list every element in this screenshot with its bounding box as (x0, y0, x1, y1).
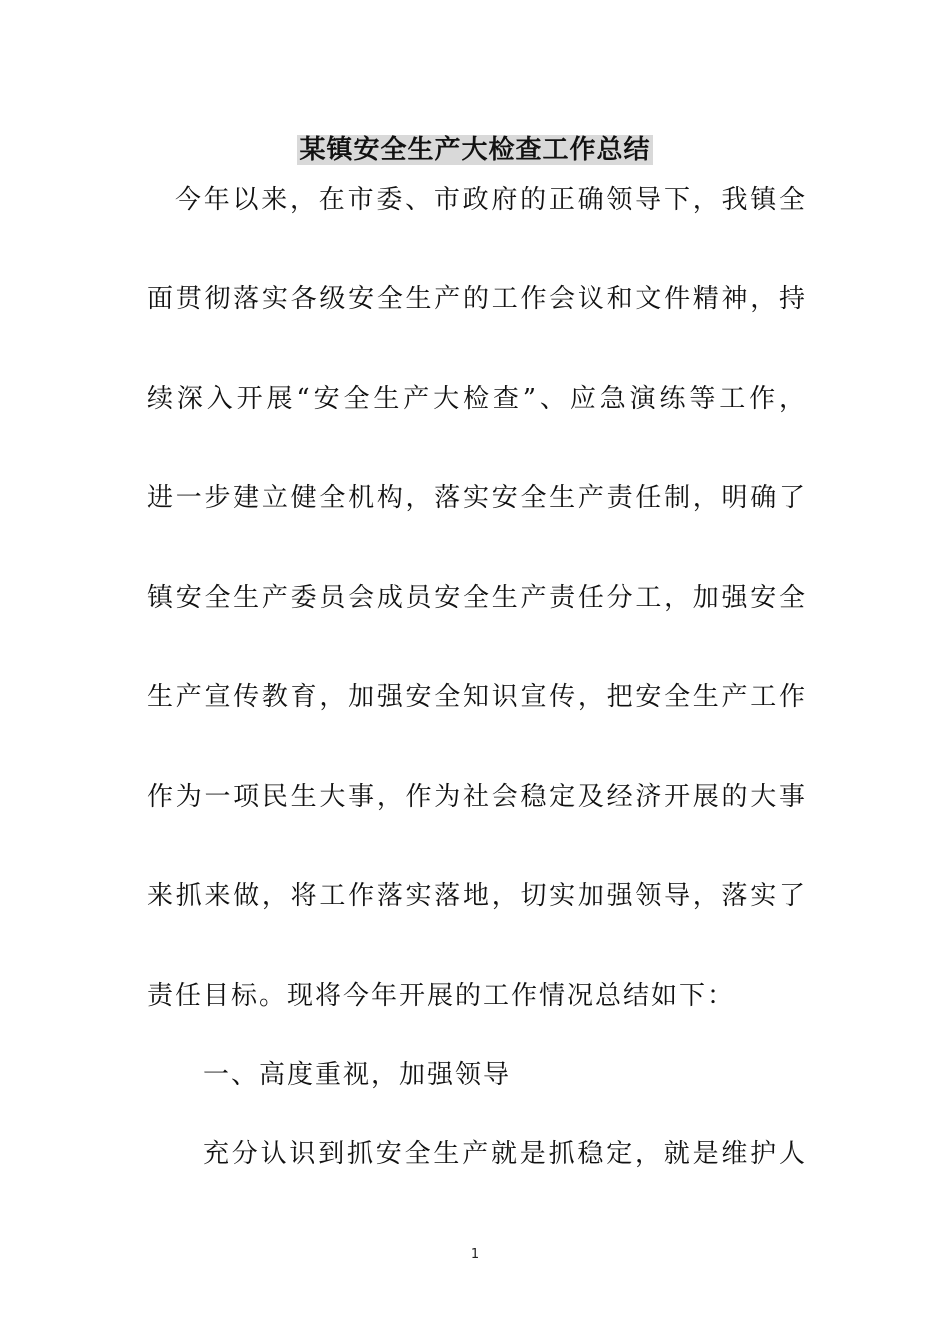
paragraph-line: 来抓来做，将工作落实落地，切实加强领导，落实了 (147, 881, 807, 911)
paragraph-line: 作为一项民生大事，作为社会稳定及经济开展的大事 (147, 782, 807, 812)
paragraph-line: 充分认识到抓安全生产就是抓稳定，就是维护人 (203, 1139, 807, 1169)
paragraph-line: 面贯彻落实各级安全生产的工作会议和文件精神，持 (147, 284, 807, 314)
section-heading: 一、高度重视，加强领导 (203, 1060, 512, 1090)
paragraph-line: 今年以来，在市委、市政府的正确领导下，我镇全 (175, 185, 807, 215)
paragraph-line: 进一步建立健全机构，落实安全生产责任制，明确了 (147, 483, 807, 513)
document-title-text: 某镇安全生产大检查工作总结 (299, 135, 651, 165)
page-number: 1 (470, 1247, 480, 1262)
paragraph-line: 责任目标。现将今年开展的工作情况总结如下： (147, 981, 736, 1011)
paragraph-line: 生产宣传教育，加强安全知识宣传，把安全生产工作 (147, 682, 807, 712)
paragraph-line: 镇安全生产委员会成员安全生产责任分工，加强安全 (147, 583, 807, 613)
paragraph-line: 续深入开展“安全生产大检查”、应急演练等工作， (147, 384, 807, 414)
document-title (0, 130, 950, 170)
